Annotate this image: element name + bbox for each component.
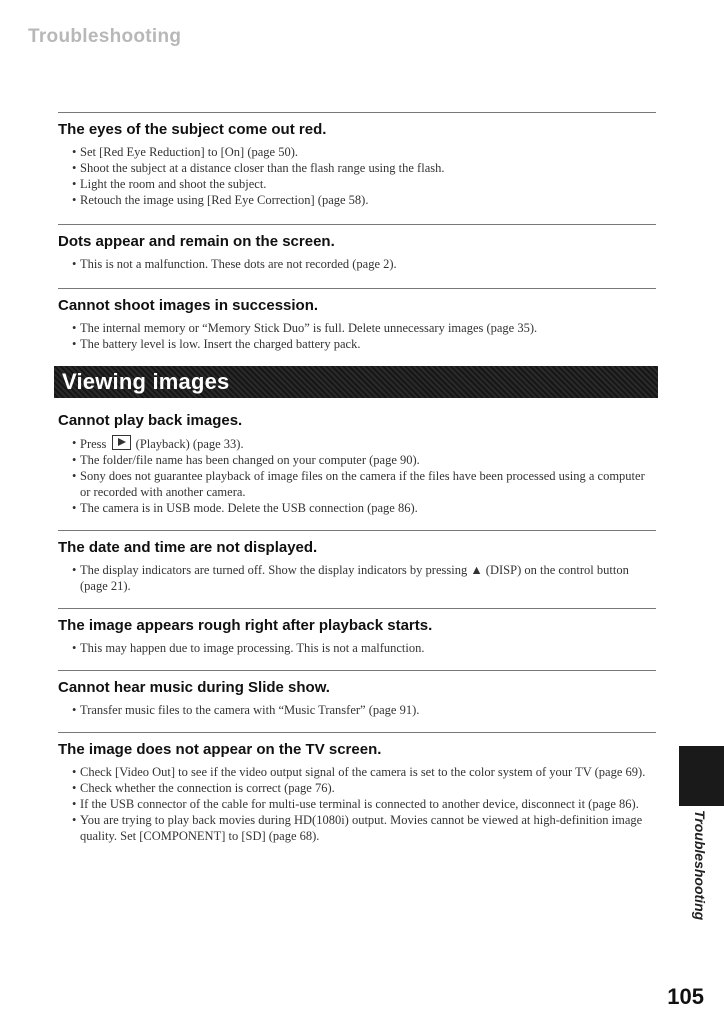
list-item: • This may happen due to image processing. This is not a malfunction.	[72, 640, 656, 656]
bullet-list	[58, 144, 656, 208]
section-dots-on-screen	[58, 224, 656, 272]
section-heading: Cannot shoot images in succession.	[58, 297, 319, 314]
chapter-tab-label: Troubleshooting	[692, 810, 708, 921]
list-item: • The internal memory or “Memory Stick Duo” is full. Delete unnecessary images (page 35).	[72, 320, 656, 336]
list-item: • Check [Video Out] to see if the video output signal of the camera is set to the color system of your TV (page 69).	[72, 764, 656, 780]
list-item-press-playback: • Press (Playback) (page 33).	[72, 436, 244, 451]
section-heading: The image appears rough right after playback starts.	[58, 617, 433, 634]
section-no-tv-image	[58, 732, 656, 844]
section-image-rough	[58, 608, 656, 656]
list-item: • Shoot the subject at a distance closer than the flash range using the flash.	[72, 160, 656, 176]
section-cannot-play-back	[58, 412, 656, 516]
list-item: • Light the room and shoot the subject.	[72, 176, 656, 192]
list-item: • Transfer music files to the camera with “Music Transfer” (page 91).	[72, 702, 656, 718]
section-no-music-slideshow	[58, 670, 656, 718]
list-item: • Sony does not guarantee playback of image files on the camera if the files have been processed using a computer or recorded with another camera.	[72, 469, 645, 499]
bullet-list	[58, 256, 656, 272]
press-prefix: Press	[80, 437, 107, 451]
bullet-list	[58, 320, 656, 352]
list-item: • The display indicators are turned off. Show the display indicators by pressing ▲ (DISP) on the control button (page 21).	[72, 562, 656, 594]
list-item: • The camera is in USB mode. Delete the USB connection (page 86).	[72, 501, 418, 515]
list-item: • Set [Red Eye Reduction] to [On] (page 50).	[72, 144, 656, 160]
section-red-eyes	[58, 112, 656, 208]
list-item: • If the USB connector of the cable for multi-use terminal is connected to another device, disconnect it (page 86).	[72, 796, 656, 812]
viewing-images-banner	[54, 366, 658, 398]
section-heading: The date and time are not displayed.	[58, 539, 318, 556]
chapter-tab-block	[679, 746, 724, 806]
list-item: • The battery level is low. Insert the charged battery pack.	[72, 336, 656, 352]
list-item: • The folder/file name has been changed on your computer (page 90).	[72, 453, 420, 467]
banner-title: Viewing images	[62, 369, 230, 394]
section-heading: Cannot hear music during Slide show.	[58, 679, 330, 696]
bullet-list	[58, 702, 656, 718]
page-number: 105	[667, 984, 704, 1009]
bullet-list	[58, 435, 656, 516]
list-item: • This is not a malfunction. These dots are not recorded (page 2).	[72, 256, 656, 272]
bullet-list	[58, 764, 656, 844]
section-date-time-not-displayed	[58, 530, 656, 594]
section-heading: Cannot play back images.	[58, 412, 243, 429]
list-item: • Retouch the image using [Red Eye Correction] (page 58).	[72, 192, 656, 208]
section-heading: Dots appear and remain on the screen.	[58, 233, 335, 250]
press-suffix: (Playback) (page 33).	[135, 437, 244, 451]
bullet-list	[58, 562, 656, 594]
playback-button-icon	[112, 435, 131, 450]
page-content	[58, 112, 656, 844]
section-heading: The image does not appear on the TV screen.	[58, 741, 382, 758]
section-heading: The eyes of the subject come out red.	[58, 121, 327, 138]
section-cannot-shoot-succession	[58, 288, 656, 352]
page-header-title: Troubleshooting	[28, 26, 182, 47]
list-item: • Check whether the connection is correct (page 76).	[72, 780, 656, 796]
bullet-list	[58, 640, 656, 656]
list-item: • You are trying to play back movies during HD(1080i) output. Movies cannot be viewed at high-definition image quality. Set [COMPONENT] to [SD] (page 68).	[72, 812, 656, 844]
